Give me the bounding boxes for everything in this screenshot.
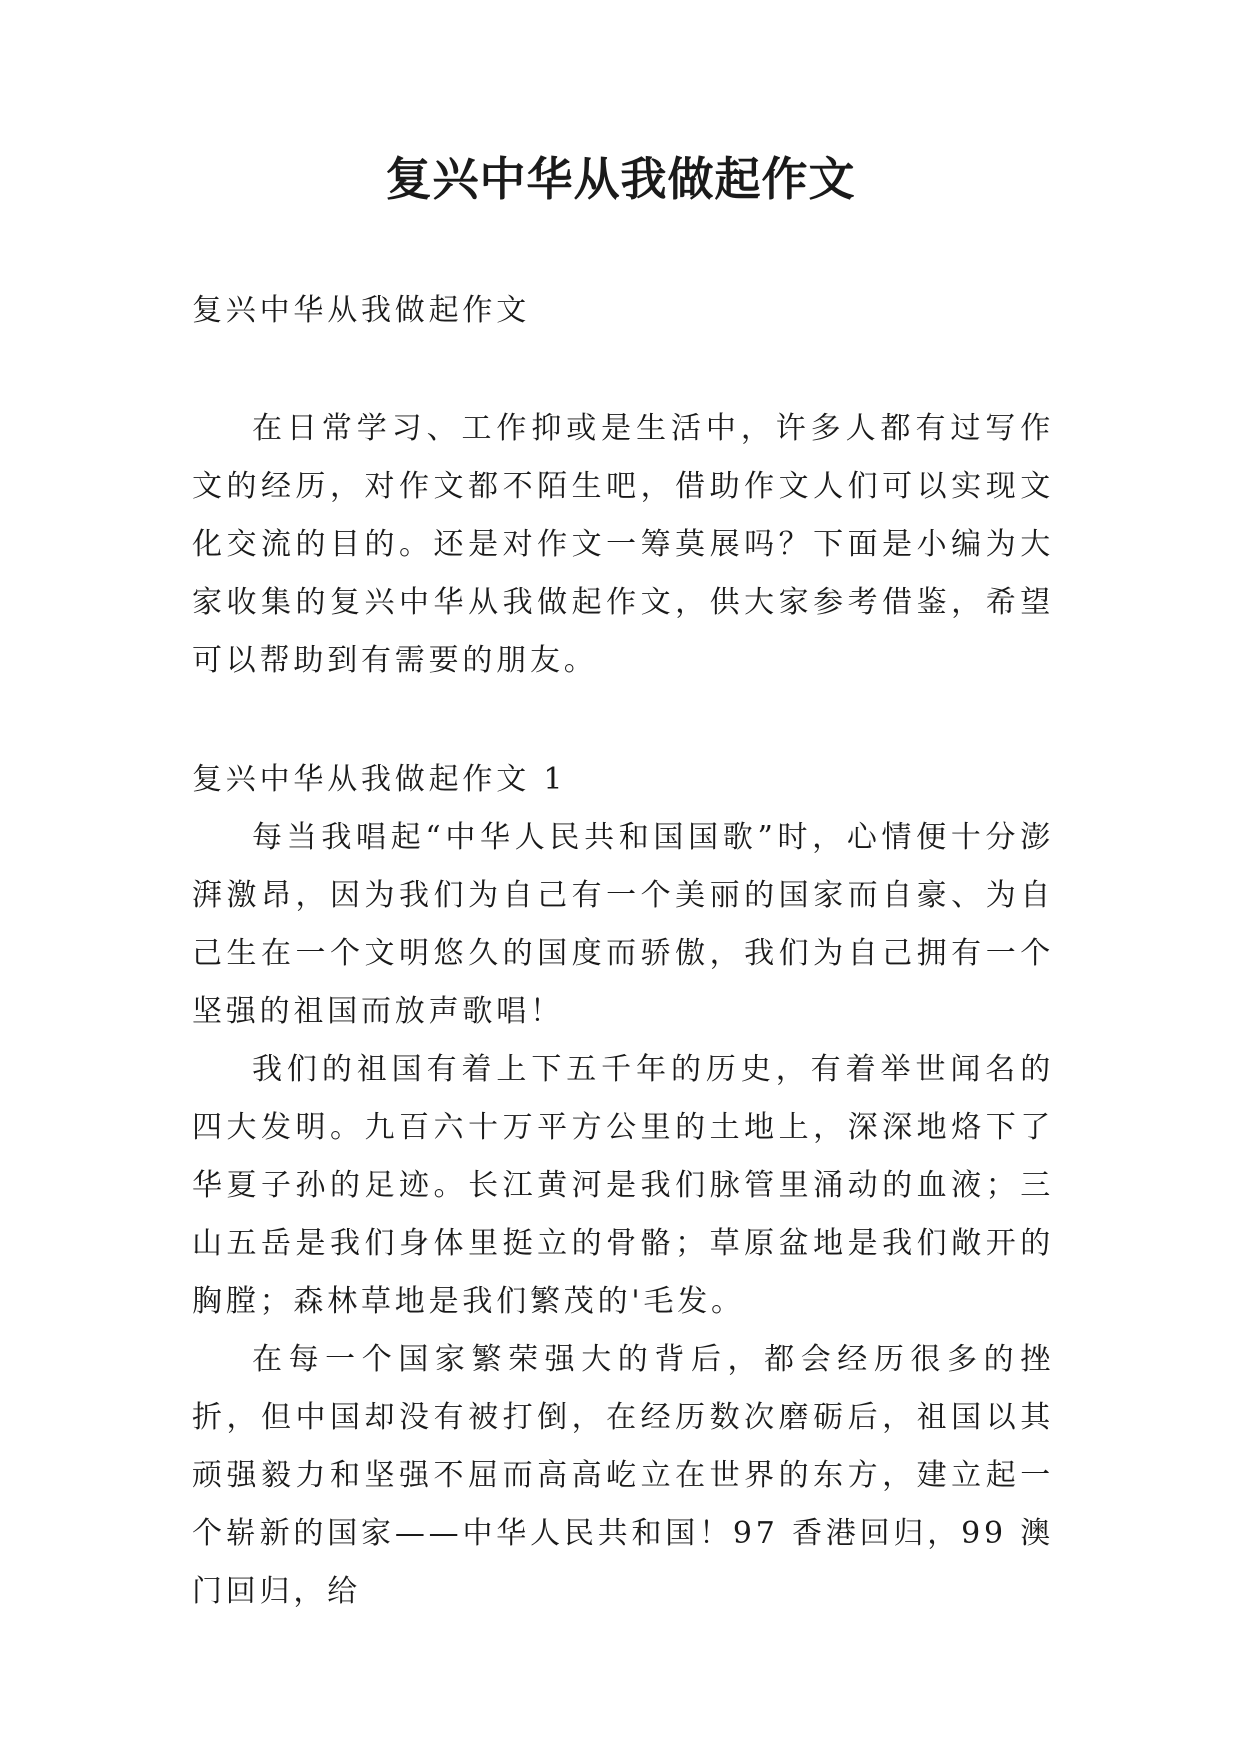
spacer — [192, 340, 1054, 400]
body-paragraph-1: 每当我唱起“中华人民共和国国歌”时，心情便十分澎湃激昂，因为我们为自己有一个美丽的国家而自豪、为自己生在一个文明悠久的国度而骄傲，我们为自己拥有一个坚强的祖国而放声歌唱！ — [192, 820, 1054, 1029]
body-paragraph-2: 我们的祖国有着上下五千年的历史，有着举世闻名的四大发明。九百六十万平方公里的土地上，深深地烙下了华夏子孙的足迹。长江黄河是我们脉管里涌动的血液；三山五岳是我们身体里挺立的骨骼；草原盆地是我们敞开的胸膛；森林草地是我们繁茂的'毛发。 — [192, 1052, 1054, 1319]
spacer — [192, 690, 1054, 751]
document-body — [192, 282, 1054, 1621]
intro-paragraph: 在日常学习、工作抑或是生活中，许多人都有过写作文的经历，对作文都不陌生吧，借助作文人们可以实现文化交流的目的。还是对作文一筹莫展吗？下面是小编为大家收集的复兴中华从我做起作文，供大家参考借鉴，希望可以帮助到有需要的朋友。 — [192, 411, 1054, 678]
body-paragraph-3: 在每一个国家繁荣强大的背后，都会经历很多的挫折，但中国却没有被打倒，在经历数次磨砺后，祖国以其顽强毅力和坚强不屈而高高屹立在世界的东方，建立起一个崭新的国家——中华人民共和国！97 香港回归，99 澳门回归，给 — [192, 1342, 1054, 1609]
section-heading: 复兴中华从我做起作文 1 — [192, 762, 567, 797]
document-subtitle: 复兴中华从我做起作文 — [192, 293, 530, 328]
document-title: 复兴中华从我做起作文 — [385, 152, 856, 206]
